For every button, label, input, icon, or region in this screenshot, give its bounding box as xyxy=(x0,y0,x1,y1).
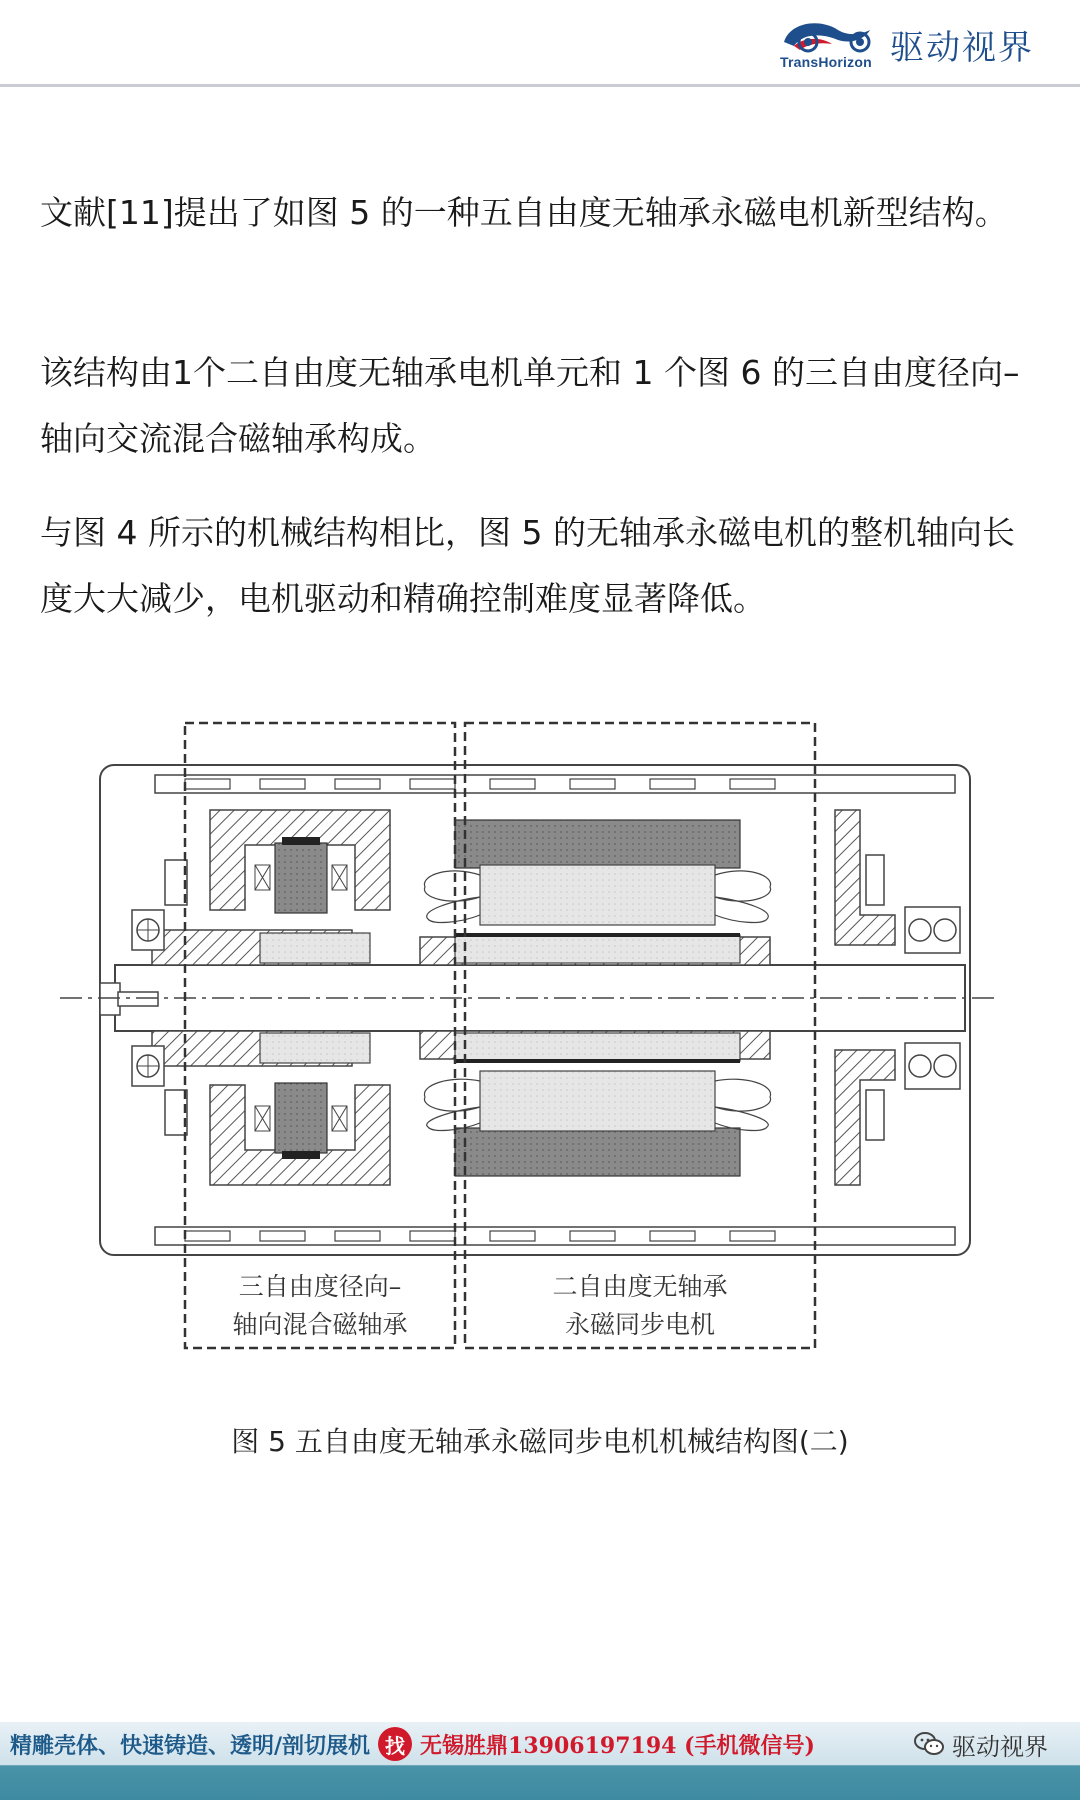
footer-contact: 无锡胜鼎13906197194 (手机微信号) xyxy=(420,1732,815,1759)
left-box-label-line-1: 三自由度径向– xyxy=(238,1272,402,1301)
paragraph-3: 与图 4 所示的机械结构相比，图 5 的无轴承永磁电机的整机轴向长度大大减少，电机驱动和精确控制难度显著降低。 xyxy=(40,513,1015,618)
right-box-label-line-2: 永磁同步电机 xyxy=(564,1310,716,1339)
figure-caption: 图 5 五自由度无轴承永磁同步电机机械结构图(二) xyxy=(231,1425,849,1458)
logo-english-text: TransHorizon xyxy=(780,54,872,70)
right-box-label-line-1: 二自由度无轴承 xyxy=(552,1272,728,1301)
footer-band xyxy=(0,1722,1080,1766)
footer-slogan: 精雕壳体、快速铸造、透明/剖切展机 xyxy=(10,1732,371,1759)
wechat-account-name: 驱动视界 xyxy=(952,1732,1048,1761)
page-header xyxy=(0,0,1080,87)
footer-badge: 找 xyxy=(378,1727,412,1761)
motor-structure-figure xyxy=(60,715,1040,1355)
logo-chinese-text: 驱动视界 xyxy=(890,28,1034,68)
wechat-account[interactable] xyxy=(914,1727,1048,1762)
paragraph-1: 文献[11]提出了如图 5 的一种五自由度无轴承永磁电机新型结构。 xyxy=(40,193,1008,232)
footer-banner xyxy=(0,1722,1080,1800)
paragraph-2: 该结构由1个二自由度无轴承电机单元和 1 个图 6 的三自由度径向–轴向交流混合磁轴承构成。 xyxy=(40,353,1020,458)
wechat-icon xyxy=(914,1731,944,1757)
brand-logo xyxy=(780,12,1050,74)
left-box-label-line-2: 轴向混合磁轴承 xyxy=(232,1310,408,1339)
motor-structure-drawing xyxy=(60,715,1040,1355)
transhorizon-logo-icon xyxy=(780,16,884,56)
